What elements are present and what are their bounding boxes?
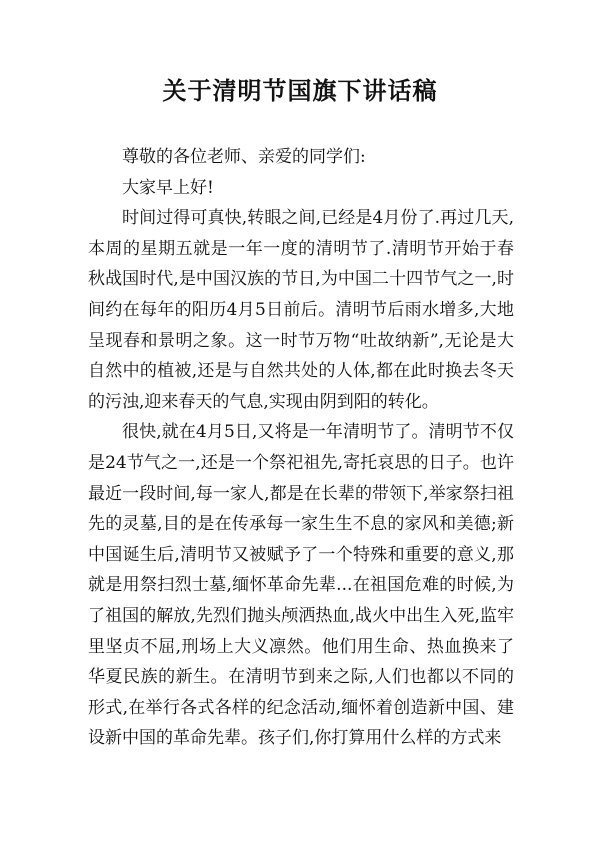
speech-body	[88, 142, 514, 754]
body-paragraph: 时间过得可真快,转眼之间,已经是4月份了.再过几天,本周的星期五就是一年一度的清明节了.清明节开始于春秋战国时代,是中国汉族的节日,为中国二十四节气之一,时间约在每年的阳历4月5日前后。清明节后雨水增多,大地呈现春和景明之象。这一时节万物“吐故纳新”,无论是大自然中的植被,还是与自然共处的人体,都在此时换去冬天的污浊,迎来春天的气息,实现由阴到阳的转化。	[88, 208, 514, 412]
greeting-line: 尊敬的各位老师、亲爱的同学们:	[122, 147, 366, 167]
body-paragraph: 很快,就在4月5日,又将是一年清明节了。清明节不仅是24节气之一,还是一个祭祀祖先,寄托哀思的日子。也许最近一段时间,每一家人,都是在长辈的带领下,举家祭扫祖先的灵墓,目的是在传承每一家生生不息的家风和美德;新中国诞生后,清明节又被赋予了一个特殊和重要的意义,那就是用祭扫烈士墓,缅怀革命先辈...在祖国危难的时候,为了祖国的解放,先烈们抛头颅洒热血,战火中出生入死,监牢里坚贞不屈,刑场上大义凛然。他们用生命、热血换来了华夏民族的新生。在清明节到来之际,人们也都以不同的形式,在举行各式各样的纪念活动,缅怀着创造新中国、建设新中国的革命先辈。孩子们,你打算用什么样的方式来	[88, 422, 514, 749]
morning-greeting: 大家早上好!	[122, 177, 214, 198]
document-title: 关于清明节国旗下讲话稿	[162, 76, 438, 105]
